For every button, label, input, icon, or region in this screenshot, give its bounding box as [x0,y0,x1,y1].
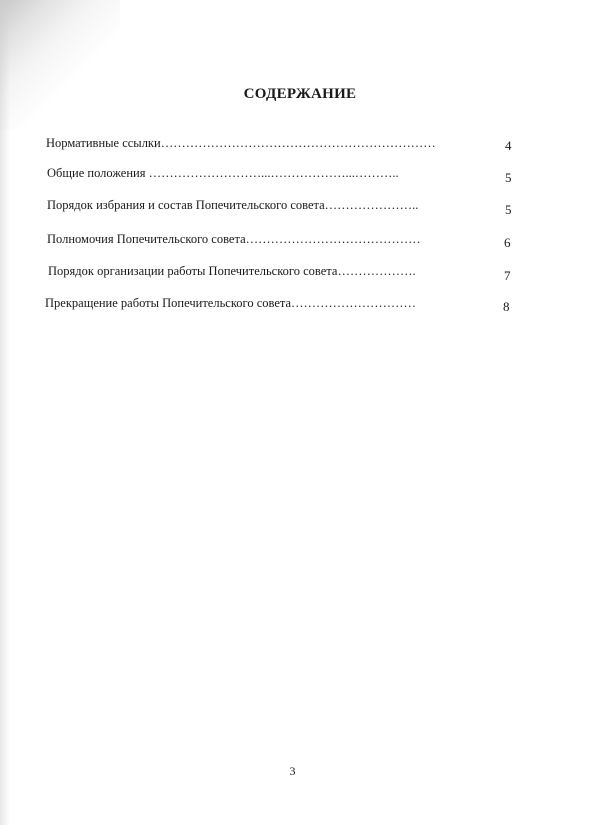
toc-page-number: 6 [504,235,511,250]
toc-page-number: 5 [505,202,512,217]
toc-entry: Прекращение работы Попечительского совета………………………… [45,296,417,310]
toc-entry: Нормативные ссылки………………………………………………………… [46,136,436,150]
toc-entry: Порядок организации работы Попечительского совета………………. [48,264,416,278]
page-title: СОДЕРЖАНИЕ [243,86,357,102]
toc-page-number: 4 [505,138,512,153]
page-number: 3 [289,764,296,778]
toc-entry: Общие положения ………………………...………………...……….. [47,166,399,180]
toc-page-number: 8 [503,299,510,314]
scan-shadow [0,0,120,130]
toc-entry: Порядок избрания и состав Попечительского совета………………….. [47,198,419,212]
toc-page-number: 7 [504,268,511,283]
toc-entry: Полномочия Попечительского совета…………………………………… [47,232,421,246]
toc-page-number: 5 [505,170,512,185]
scan-shadow-left [0,0,10,825]
